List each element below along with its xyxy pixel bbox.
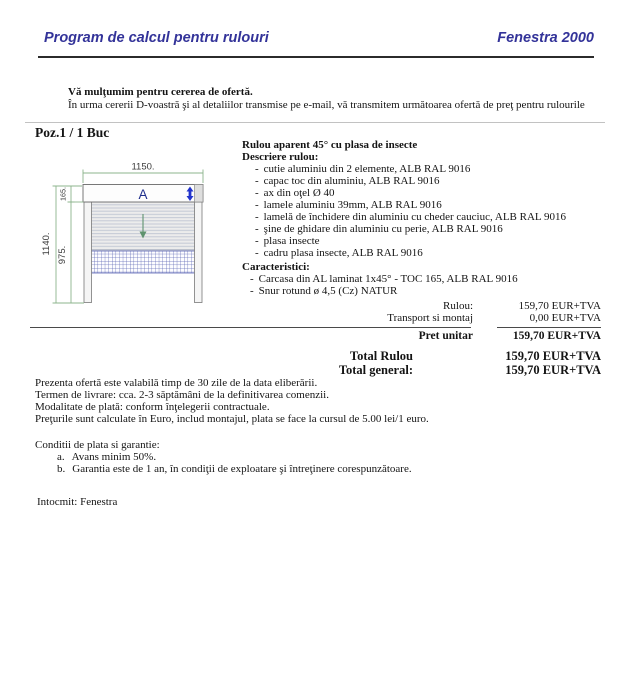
total-value: 159,70 EUR+TVA [505,349,601,363]
list-dash: - [255,223,259,235]
description-item-text: cadru plasa insecte, ALB RAL 9016 [263,247,423,259]
price-row [294,300,601,312]
conditions-section [35,439,595,475]
description-item [242,223,612,235]
characteristic-item [242,273,612,285]
guide-rail-right [195,202,203,303]
position-heading: Poz.1 / 1 Buc [35,125,110,140]
description-item [242,163,612,175]
product-diagram [40,153,215,313]
total-row [250,363,601,378]
insect-mesh [91,251,195,273]
roller-box-end-cap [195,185,204,203]
price-label: Pret unitar [418,330,473,342]
dimension-total-height-label: 1140. [41,232,52,256]
terms-paragraph [35,377,595,425]
condition-text: Garantia este de 1 an, în condiţii de exploatare şi întreţinere corespunzătoare. [72,463,412,475]
intro-thanks-line: Vă mulţumim pentru cererea de ofertă. [68,86,253,98]
intro-paragraph [68,86,613,111]
condition-item [57,451,595,463]
brand-name: Fenestra 2000 [497,30,594,46]
description-item-text: şine de ghidare din aluminiu cu perie, ALB RAL 9016 [263,223,503,235]
terms-line: Termen de livrare: cca. 2-3 săptămâni de la definitivarea comenzii. [35,389,329,401]
conditions-list [57,451,595,475]
total-label: Total Rulou [349,349,413,363]
description-item-text: cutie aluminiu din 2 elemente, ALB RAL 9016 [263,163,471,175]
author-line: Intocmit: Fenestra [37,496,118,508]
description-item-text: capac toc din aluminiu, ALB RAL 9016 [263,175,440,187]
product-description [242,139,612,297]
description-item [242,199,612,211]
description-item [242,235,612,247]
dimension-width-label: 1150. [131,161,155,173]
characteristic-item [242,285,612,297]
price-row [294,312,601,324]
section-divider [25,122,605,123]
price-value: 0,00 EUR+TVA [529,311,601,324]
list-dash: - [255,211,259,223]
characteristics-title: Caracteristici: [242,261,310,273]
price-label: Transport si montaj [387,311,473,324]
list-dash: - [255,187,259,199]
list-dash: - [250,273,254,285]
terms-line: Modalitate de plată: conform înţelegerii contractuale. [35,401,270,413]
header-rule [38,56,594,58]
description-item-text: lamele aluminiu 39mm, ALB RAL 9016 [263,199,442,211]
description-item [242,211,612,223]
conditions-title: Conditii de plata si garantie: [35,439,160,451]
price-divider-left [30,327,471,328]
list-dash: - [255,163,259,175]
page-title: Program de calcul pentru rulouri [44,30,269,46]
dimension-panel-height-label: 975. [57,245,68,265]
dimension-box-height-label: 165. [58,187,68,201]
description-item [242,247,612,259]
terms-line: Prezenta ofertă este valabilă timp de 30 zile de la data eliberării. [35,377,318,389]
list-dash: - [255,175,259,187]
price-label: Rulou: [443,300,473,312]
condition-marker: a. [57,451,65,463]
description-item-text: plasa insecte [263,235,320,247]
characteristic-item-text: Carcasa din AL laminat 1x45° - TOC 165, ALB RAL 9016 [258,273,518,285]
condition-item [57,463,595,475]
list-dash: - [255,235,259,247]
total-value: 159,70 EUR+TVA [505,362,601,377]
characteristic-item-text: Snur rotund ø 4,5 (Cz) NATUR [258,285,398,297]
price-value: 159,70 EUR+TVA [512,330,601,342]
list-dash: - [250,285,254,297]
box-label: A [138,187,148,202]
condition-text: Avans minim 50%. [71,451,157,463]
price-divider-right [497,327,601,328]
description-subtitle: Descriere rulou: [242,151,319,163]
list-dash: - [255,247,259,259]
intro-body-line: În urma cererii D-voastră şi al detaliilor transmise pe e-mail, vă transmitem următoarea ofertă de preţ pentru rulourile [68,98,585,111]
total-label: Total general: [338,362,413,377]
condition-marker: b. [57,463,66,475]
description-item-text: lamelă de închidere din aluminiu cu cheder cauciuc, ALB RAL 9016 [263,211,566,223]
guide-rail-left [84,202,92,303]
price-value: 159,70 EUR+TVA [518,300,601,312]
list-dash: - [255,199,259,211]
price-row-unit [294,330,601,342]
description-item-text: ax din oţel Ø 40 [263,187,335,199]
description-item [242,187,612,199]
description-title: Rulou aparent 45° cu plasa de insecte [242,139,418,151]
terms-line: Preţurile sunt calculate în Euro, includ montajul, plata se face la cursul de 5.00 lei/1 euro. [35,413,429,425]
description-item [242,175,612,187]
